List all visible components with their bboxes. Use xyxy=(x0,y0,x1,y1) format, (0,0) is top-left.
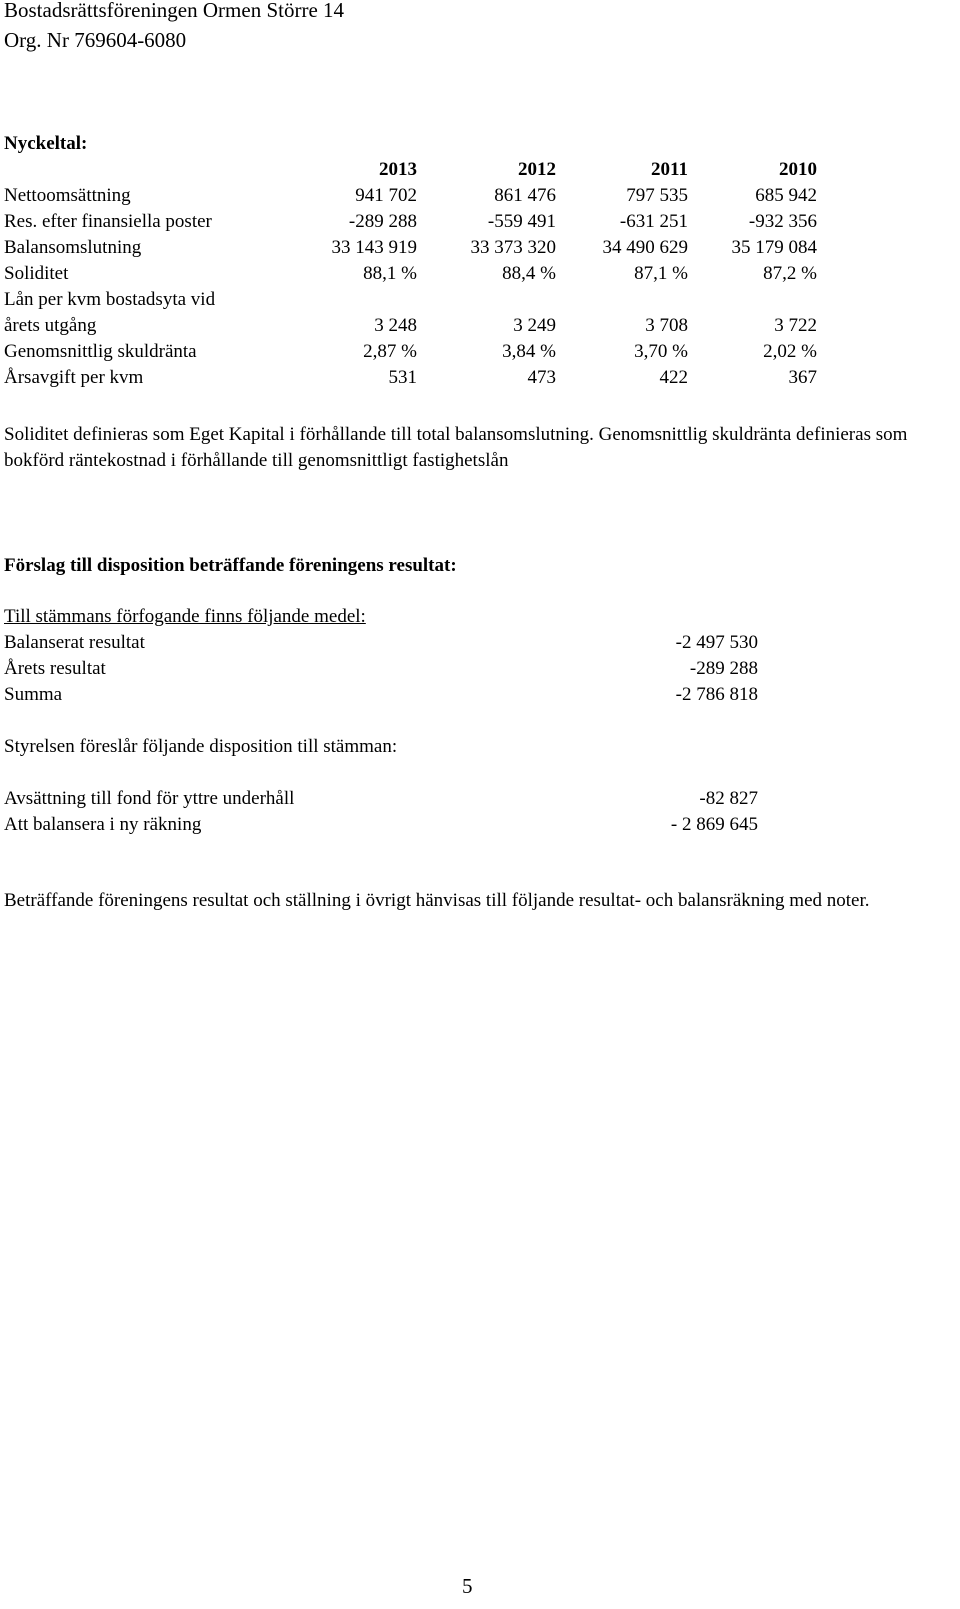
row-label: Lån per kvm bostadsyta vid xyxy=(4,289,216,310)
row-value: 941 702 xyxy=(355,185,417,206)
key-figure-row-net-sales xyxy=(4,183,817,209)
year-header: 2011 xyxy=(651,159,688,180)
row-value: -559 491 xyxy=(487,211,556,232)
row-value: 3 249 xyxy=(513,315,556,336)
row-value: 3 722 xyxy=(774,315,817,336)
amount-label: Årets resultat xyxy=(4,658,106,679)
key-figure-row-solvency xyxy=(4,261,817,287)
row-value: 3,70 % xyxy=(634,341,688,362)
row-value: 861 476 xyxy=(494,185,556,206)
row-label: Årsavgift per kvm xyxy=(4,367,144,388)
available-funds-sum-row xyxy=(4,682,758,708)
row-value: 3,84 % xyxy=(502,341,556,362)
row-value: -631 251 xyxy=(619,211,688,232)
row-value: 685 942 xyxy=(755,185,817,206)
row-value xyxy=(688,287,817,313)
row-value: 531 xyxy=(388,367,417,388)
year-header: 2013 xyxy=(379,159,417,180)
row-label: årets utgång xyxy=(4,315,97,336)
page-number: 5 xyxy=(462,1574,473,1598)
key-figures-table xyxy=(4,157,817,391)
row-value: 3 708 xyxy=(645,315,688,336)
key-figure-row-annual-fee xyxy=(4,365,817,391)
row-value: 87,2 % xyxy=(763,263,817,284)
key-figure-row-balance-total xyxy=(4,235,817,261)
row-value: 797 535 xyxy=(626,185,688,206)
row-label: Soliditet xyxy=(4,263,69,284)
row-value xyxy=(417,287,556,313)
amount-label: Balanserat resultat xyxy=(4,632,145,653)
key-figures-title: Nyckeltal: xyxy=(4,133,88,154)
row-value: 88,4 % xyxy=(502,263,556,284)
amount-value: -2 497 530 xyxy=(675,632,758,653)
disposition-row xyxy=(4,786,758,812)
key-figures-label-header xyxy=(4,157,277,183)
year-header: 2010 xyxy=(779,159,817,180)
row-value: 473 xyxy=(527,367,556,388)
disposition-row xyxy=(4,812,758,838)
row-value: 422 xyxy=(659,367,688,388)
amount-label: Avsättning till fond för yttre underhåll xyxy=(4,788,295,809)
row-value: 88,1 % xyxy=(363,263,417,284)
key-figures-header-row xyxy=(4,157,817,183)
proposal-title: Förslag till disposition beträffande föreningens resultat: xyxy=(4,555,457,576)
row-label: Nettoomsättning xyxy=(4,185,131,206)
closing-text: Beträffande föreningens resultat och ställning i övrigt hänvisas till följande resultat- och balansräkning med noter. xyxy=(4,890,870,911)
organization-name: Bostadsrättsföreningen Ormen Större 14 xyxy=(4,0,345,22)
amount-value: -2 786 818 xyxy=(675,684,758,705)
row-value: -932 356 xyxy=(748,211,817,232)
row-value: 35 179 084 xyxy=(731,237,817,258)
row-label: Res. efter finansiella poster xyxy=(4,211,212,232)
key-figure-row-result-after-financial xyxy=(4,209,817,235)
board-proposal-text: Styrelsen föreslår följande disposition till stämman: xyxy=(4,736,398,757)
available-funds-row xyxy=(4,630,758,656)
available-funds-row xyxy=(4,656,758,682)
row-value xyxy=(556,287,688,313)
amount-value: -289 288 xyxy=(689,658,758,679)
row-value: 87,1 % xyxy=(634,263,688,284)
amount-value: -82 827 xyxy=(699,788,758,809)
row-value: 3 248 xyxy=(374,315,417,336)
row-value: 33 143 919 xyxy=(331,237,417,258)
row-value: 2,02 % xyxy=(763,341,817,362)
amount-value: - 2 869 645 xyxy=(670,814,758,835)
key-figures-definition: Soliditet definieras som Eget Kapital i förhållande till total balansomslutning. Genomsnittlig skuldränta definieras som bokförd räntekostnad i förhållande till genomsnittligt fastighetslån xyxy=(4,424,908,471)
amount-label: Att balansera i ny räkning xyxy=(4,814,202,835)
row-value: -289 288 xyxy=(348,211,417,232)
organization-number: Org. Nr 769604-6080 xyxy=(4,28,187,52)
row-value: 367 xyxy=(788,367,817,388)
key-figure-row-loan-per-sqm xyxy=(4,313,817,339)
row-value xyxy=(277,287,417,313)
row-label: Balansomslutning xyxy=(4,237,142,258)
row-value: 2,87 % xyxy=(363,341,417,362)
row-value: 33 373 320 xyxy=(470,237,556,258)
key-figure-row-loan-per-sqm-label xyxy=(4,287,817,313)
amount-label: Summa xyxy=(4,684,63,705)
row-label: Genomsnittlig skuldränta xyxy=(4,341,197,362)
year-header: 2012 xyxy=(518,159,556,180)
proposal-intro: Till stämmans förfogande finns följande medel: xyxy=(4,606,366,627)
row-value: 34 490 629 xyxy=(602,237,688,258)
key-figure-row-average-interest xyxy=(4,339,817,365)
